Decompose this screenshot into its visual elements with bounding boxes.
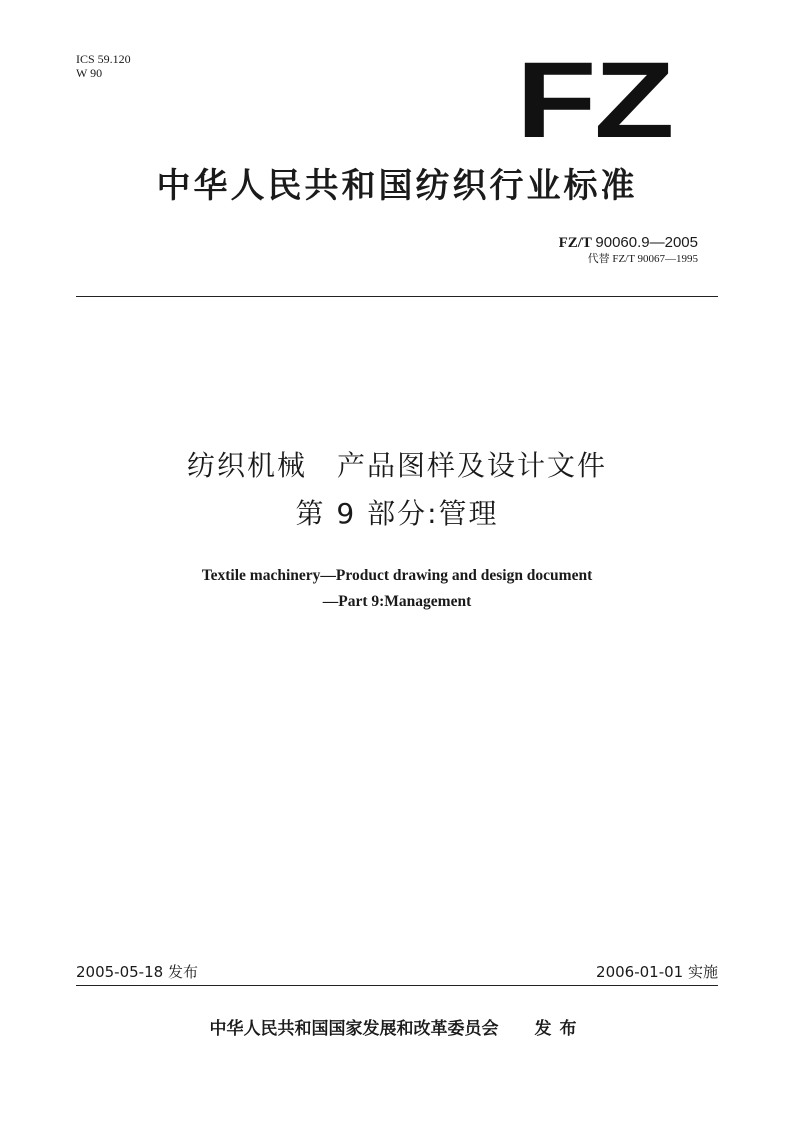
standard-type-heading: 中华人民共和国纺织行业标准 — [156, 166, 638, 206]
en-title-line-1: Textile machinery—Product drawing and design document — [201, 567, 593, 584]
ics-code: ICS 59.120 — [76, 52, 131, 66]
standard-code — [559, 234, 698, 252]
replaces-code: 代替 FZ/T 90067—1995 — [587, 253, 698, 265]
standard-code-block — [559, 234, 698, 266]
issuer-line — [0, 1017, 794, 1041]
publish-label: 发布 — [534, 1019, 585, 1039]
issuer-name: 中华人民共和国国家发展和改革委员会 — [209, 1019, 499, 1039]
cn-title-line-2: 第 9 部分:管理 — [295, 497, 499, 530]
fz-logo: FZ — [516, 39, 673, 160]
code-number: 90060.9—2005 — [595, 234, 698, 251]
issue-date: 2005-05-18 发布 — [76, 963, 198, 981]
code-prefix: FZ/T — [558, 235, 592, 251]
effective-date: 2006-01-01 实施 — [596, 963, 718, 981]
bottom-divider — [76, 985, 718, 986]
ics-block — [76, 52, 131, 80]
top-divider — [76, 296, 718, 297]
cn-title-line-1: 纺织机械 产品图样及设计文件 — [186, 449, 607, 482]
en-title-line-2: —Part 9:Management — [322, 593, 472, 610]
category-code: W 90 — [76, 66, 103, 80]
